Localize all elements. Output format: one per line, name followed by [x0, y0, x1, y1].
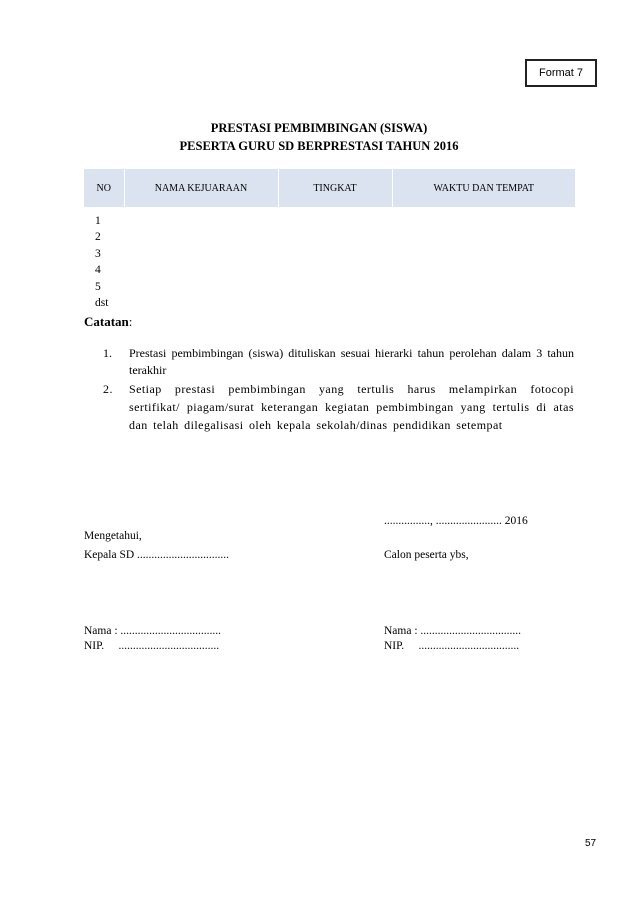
- column-header-nama-kejuaraan: NAMA KEJUARAAN: [124, 169, 278, 207]
- row-number: 1: [95, 215, 101, 227]
- document-title-line1: PRESTASI PEMBIMBINGAN (SISWA): [210, 121, 428, 135]
- achievement-table: [84, 169, 575, 207]
- row-number: 4: [95, 264, 101, 277]
- notes-list: [96, 345, 574, 435]
- notes-heading: Catatan:: [84, 314, 133, 329]
- table-header-row: [84, 169, 575, 207]
- row-number: 3: [95, 247, 101, 260]
- left-heading: Mengetahui,: [84, 530, 142, 542]
- note-number: 2.: [103, 382, 113, 396]
- notes-heading-text: Catatan: [84, 314, 129, 329]
- right-nip-line: NIP. ...................................: [384, 640, 520, 652]
- column-header-no: NO: [84, 169, 124, 207]
- note-text: Prestasi pembimbingan (siswa) dituliskan sesuai hierarki tahun perolehan dalam 3 tahun terakhir: [129, 346, 574, 377]
- row-number: 5: [95, 280, 101, 293]
- note-item: [96, 345, 574, 379]
- row-number: 2: [95, 231, 101, 244]
- note-item: [96, 380, 574, 434]
- table-row-numbers: [95, 213, 108, 311]
- format-label-box: [525, 59, 597, 87]
- note-number: 1.: [103, 346, 112, 360]
- page-number: 57: [585, 838, 597, 849]
- document-title-line2: PESERTA GURU SD BERPRESTASI TAHUN 2016: [179, 139, 459, 153]
- column-header-tingkat: TINGKAT: [278, 169, 392, 207]
- right-role: Calon peserta ybs,: [384, 549, 469, 561]
- left-name-line: Nama : ...................................: [84, 625, 222, 637]
- note-text: Setiap prestasi pembimbingan yang tertulis harus melampirkan fotocopi sertifikat/ piagam/surat keterangan kegiatan pembimbingan yang tertulis di atas dan telah dilegalisasi oleh kepala sekolah/dinas pendidikan setempat: [129, 382, 574, 432]
- signature-date-line: ................, ....................... 2016: [384, 515, 528, 527]
- right-name-line: Nama : ...................................: [384, 625, 522, 637]
- column-header-waktu-dan-tempat: WAKTU DAN TEMPAT: [392, 169, 575, 207]
- left-role: Kepala SD ................................: [84, 549, 230, 561]
- format-label: Format 7: [538, 67, 583, 79]
- left-nip-line: NIP. ...................................: [84, 640, 220, 652]
- row-number: dst: [95, 296, 109, 309]
